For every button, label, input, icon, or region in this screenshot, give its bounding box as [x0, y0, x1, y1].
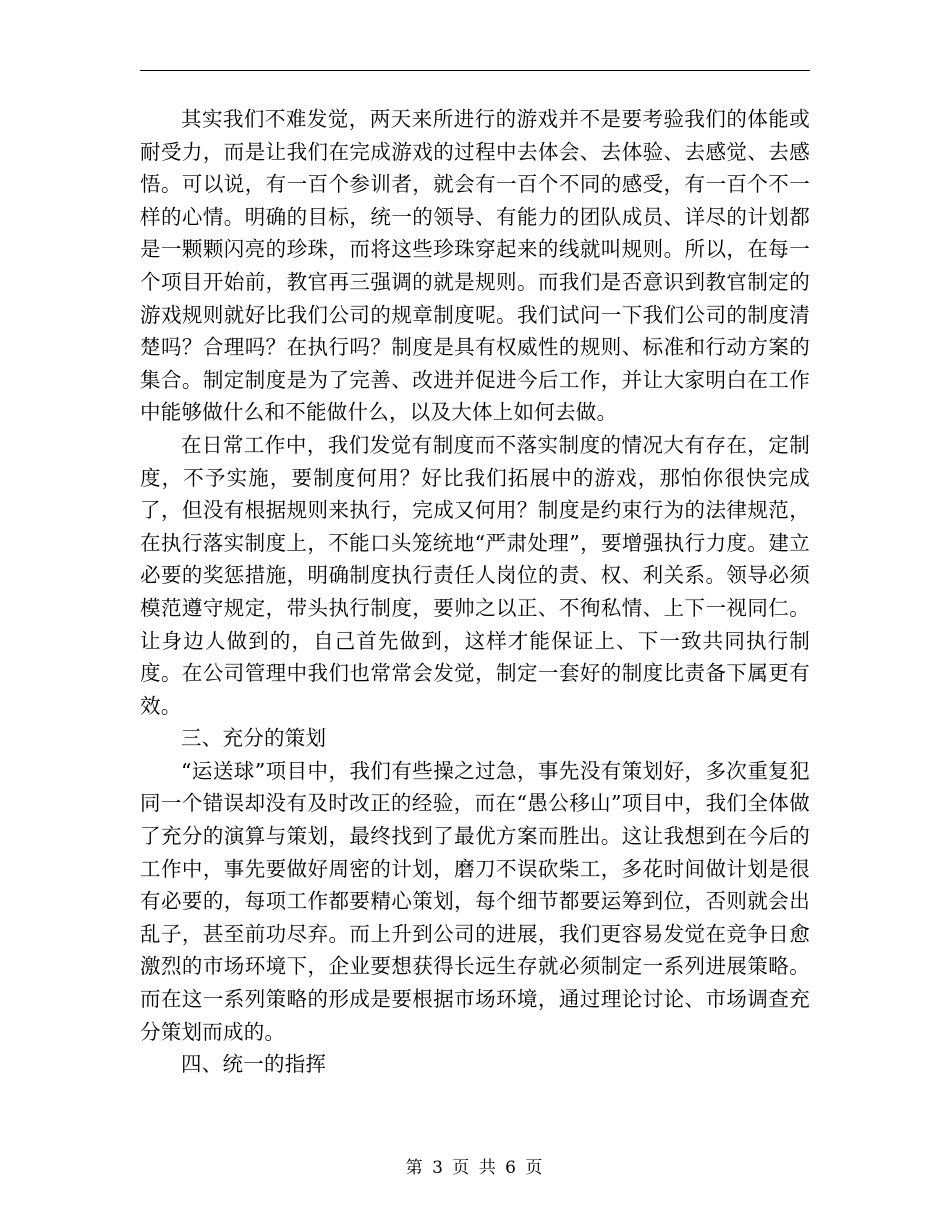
header-rule: [140, 70, 810, 71]
page-footer: 第 3 页 共 6 页: [405, 1158, 545, 1178]
paragraph-enforcement: 在日常工作中，我们发觉有制度而不落实制度的情况大有存在，定制度，不予实施，要制度何用？好比我们拓展中的游戏，那怕你很快完成了，但没有根据规则来执行，完成又何用？制度是约束行为的法律规范，在执行落实制度上，不能口头笼统地“严肃处理”，要增强执行力度。建立必要的奖惩措施，明确制度执行责任人岗位的责、权、利关系。领导必须模范遵守规定，带头执行制度，要帅之以正、不徇私情、上下一视同仁。让身边人做到的，自己首先做到，这样才能保证上、下一致共同执行制度。在公司管理中我们也常常会发觉，制定一套好的制度比责备下属更有效。: [140, 432, 810, 718]
section-heading-command: 四、统一的指挥: [181, 1052, 327, 1077]
document-body: [140, 103, 810, 1081]
paragraph-rules: 其实我们不难发觉，两天来所进行的游戏并不是要考验我们的体能或耐受力，而是让我们在完成游戏的过程中去体会、去体验、去感觉、去感悟。可以说，有一百个参训者，就会有一百个不同的感受，有一百个不一样的心情。明确的目标，统一的领导、有能力的团队成员、详尽的计划都是一颗颗闪亮的珍珠，而将这些珍珠穿起来的线就叫规则。所以，在每一个项目开始前，教官再三强调的就是规则。而我们是否意识到教官制定的游戏规则就好比我们公司的规章制度呢。我们试问一下我们公司的制度清楚吗？合理吗？在执行吗？制度是具有权威性的规则、标准和行动方案的集合。制定制度是为了完善、改进并促进今后工作，并让大家明白在工作中能够做什么和不能做什么，以及大体上如何去做。: [140, 107, 810, 425]
paragraph-planning: “运送球”项目中，我们有些操之过急，事先没有策划好，多次重复犯同一个错误却没有及时改正的经验，而在“愚公移山”项目中，我们全体做了充分的演算与策划，最终找到了最优方案而胜出。这让我想到在今后的工作中，事先要做好周密的计划，磨刀不误砍柴工，多花时间做计划是很有必要的，每项工作都要精心策划，每个细节都要运筹到位，否则就会出乱子，甚至前功尽弃。而上升到公司的进展，我们更容易发觉在竞争日愈激烈的市场环境下，企业要想获得长远生存就必须制定一系列进展策略。而在这一系列策略的形成是要根据市场环境，通过理论讨论、市场调查充分策划而成的。: [140, 758, 810, 1044]
section-heading-planning: 三、充分的策划: [181, 726, 327, 751]
